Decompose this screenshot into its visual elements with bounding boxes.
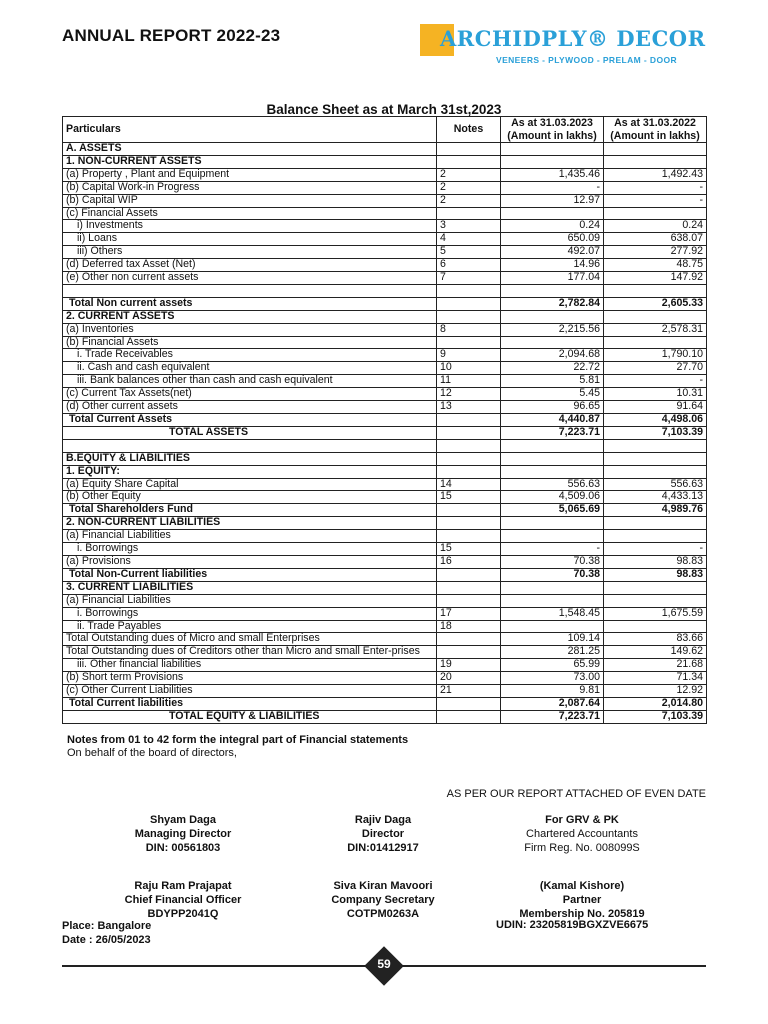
row-particulars: TOTAL ASSETS xyxy=(63,426,437,439)
row-value-2022: 638.07 xyxy=(604,233,707,246)
table-row xyxy=(63,633,707,646)
row-note: 19 xyxy=(437,659,501,672)
table-row xyxy=(63,465,707,478)
row-note xyxy=(437,568,501,581)
row-value-2023 xyxy=(501,517,604,530)
balance-sheet-table xyxy=(62,116,707,724)
table-row xyxy=(63,620,707,633)
row-particulars: 1. NON-CURRENT ASSETS xyxy=(63,155,437,168)
col-py-line2: (Amount in lakhs) xyxy=(610,129,700,142)
table-row xyxy=(63,672,707,685)
row-value-2023 xyxy=(501,143,604,156)
row-particulars: i) Investments xyxy=(63,220,437,233)
table-row xyxy=(63,181,707,194)
row-particulars: ii) Loans xyxy=(63,233,437,246)
row-note xyxy=(437,207,501,220)
row-value-2023: - xyxy=(501,181,604,194)
row-value-2022 xyxy=(604,620,707,633)
table-row xyxy=(63,207,707,220)
row-particulars: (d) Deferred tax Asset (Net) xyxy=(63,259,437,272)
table-row xyxy=(63,284,707,297)
row-value-2022: 4,989.76 xyxy=(604,504,707,517)
row-value-2022 xyxy=(604,517,707,530)
row-particulars: iii) Others xyxy=(63,246,437,259)
row-value-2023: 22.72 xyxy=(501,362,604,375)
table-row xyxy=(63,336,707,349)
row-value-2022: 2,578.31 xyxy=(604,323,707,336)
row-particulars: (a) Financial Liabilities xyxy=(63,530,437,543)
row-particulars: (a) Equity Share Capital xyxy=(63,478,437,491)
signatory-company-secretary xyxy=(310,879,456,921)
row-note: 15 xyxy=(437,491,501,504)
row-particulars: i. Borrowings xyxy=(63,543,437,556)
row-value-2022: - xyxy=(604,375,707,388)
row-note: 5 xyxy=(437,246,501,259)
row-note xyxy=(437,710,501,723)
col-previous-year xyxy=(604,117,707,143)
row-note xyxy=(437,426,501,439)
row-value-2022: 2,605.33 xyxy=(604,297,707,310)
row-note xyxy=(437,594,501,607)
row-note xyxy=(437,414,501,427)
signatory-name: For GRV & PK xyxy=(545,814,619,826)
row-particulars: (a) Property , Plant and Equipment xyxy=(63,168,437,181)
table-row xyxy=(63,710,707,723)
table-row xyxy=(63,388,707,401)
row-value-2022: - xyxy=(604,543,707,556)
table-row xyxy=(63,310,707,323)
signatory-id: Membership No. 205819 xyxy=(519,908,645,920)
row-particulars: (c) Financial Assets xyxy=(63,207,437,220)
row-particulars: (b) Capital WIP xyxy=(63,194,437,207)
row-value-2023: 2,215.56 xyxy=(501,323,604,336)
row-value-2023: 73.00 xyxy=(501,672,604,685)
table-row xyxy=(63,168,707,181)
row-note: 6 xyxy=(437,259,501,272)
signatory-title: Partner xyxy=(562,894,602,906)
row-value-2023: 4,440.87 xyxy=(501,414,604,427)
row-value-2022: 1,492.43 xyxy=(604,168,707,181)
row-value-2023: 1,435.46 xyxy=(501,168,604,181)
row-value-2023 xyxy=(501,581,604,594)
signatory-director xyxy=(310,813,456,855)
table-row xyxy=(63,233,707,246)
row-value-2022: - xyxy=(604,181,707,194)
row-value-2022 xyxy=(604,143,707,156)
row-note: 12 xyxy=(437,388,501,401)
row-note: 15 xyxy=(437,543,501,556)
table-row xyxy=(63,259,707,272)
row-value-2022: 71.34 xyxy=(604,672,707,685)
row-note: 9 xyxy=(437,349,501,362)
row-note: 11 xyxy=(437,375,501,388)
row-value-2022: 0.24 xyxy=(604,220,707,233)
row-value-2023: 5.45 xyxy=(501,388,604,401)
row-value-2022: 83.66 xyxy=(604,633,707,646)
row-value-2023: 65.99 xyxy=(501,659,604,672)
row-value-2022: 4,433.13 xyxy=(604,491,707,504)
row-value-2022 xyxy=(604,530,707,543)
row-value-2022 xyxy=(604,452,707,465)
row-particulars: (e) Other non current assets xyxy=(63,272,437,285)
row-value-2023: 0.24 xyxy=(501,220,604,233)
table-header-row xyxy=(63,117,707,143)
row-value-2023: 2,087.64 xyxy=(501,697,604,710)
signatory-name: (Kamal Kishore) xyxy=(539,880,625,892)
row-value-2022 xyxy=(604,284,707,297)
row-value-2023: 12.97 xyxy=(501,194,604,207)
row-value-2023: 7,223.71 xyxy=(501,710,604,723)
row-value-2022: 7,103.39 xyxy=(604,710,707,723)
row-value-2023: 96.65 xyxy=(501,401,604,414)
table-row xyxy=(63,555,707,568)
signatory-id: DIN: 00561803 xyxy=(145,842,221,854)
logo-brand-text: ARCHIDPLY® DECOR xyxy=(440,26,706,51)
table-row xyxy=(63,349,707,362)
table-row xyxy=(63,659,707,672)
row-note: 2 xyxy=(437,194,501,207)
company-logo xyxy=(420,22,705,68)
table-row xyxy=(63,646,707,659)
row-note: 4 xyxy=(437,233,501,246)
table-row xyxy=(63,530,707,543)
row-value-2023 xyxy=(501,310,604,323)
row-value-2022: 7,103.39 xyxy=(604,426,707,439)
table-row xyxy=(63,543,707,556)
row-value-2023 xyxy=(501,207,604,220)
signatory-title: Director xyxy=(361,828,405,840)
row-value-2022 xyxy=(604,581,707,594)
table-row xyxy=(63,452,707,465)
table-row xyxy=(63,375,707,388)
row-note: 2 xyxy=(437,168,501,181)
behalf-statement: On behalf of the board of directors, xyxy=(67,747,237,759)
row-note xyxy=(437,439,501,452)
row-value-2023: 4,509.06 xyxy=(501,491,604,504)
row-value-2022 xyxy=(604,155,707,168)
row-particulars: (d) Other current assets xyxy=(63,401,437,414)
auditor-report-statement: AS PER OUR REPORT ATTACHED OF EVEN DATE xyxy=(446,788,706,800)
row-note xyxy=(437,530,501,543)
signatory-id: COTPM0263A xyxy=(346,908,420,920)
signatory-title: Managing Director xyxy=(134,828,232,840)
table-row xyxy=(63,685,707,698)
col-py-line1: As at 31.03.2022 xyxy=(614,117,696,129)
table-row xyxy=(63,491,707,504)
row-value-2023: 14.96 xyxy=(501,259,604,272)
row-value-2023 xyxy=(501,620,604,633)
table-row xyxy=(63,478,707,491)
signatory-name: Siva Kiran Mavoori xyxy=(333,880,433,892)
signatory-title: Chartered Accountants xyxy=(526,828,638,840)
row-value-2022: 556.63 xyxy=(604,478,707,491)
row-particulars: iii. Other financial liabilities xyxy=(63,659,437,672)
row-value-2023: 1,548.45 xyxy=(501,607,604,620)
table-row xyxy=(63,272,707,285)
signatory-managing-director xyxy=(110,813,256,855)
row-note: 13 xyxy=(437,401,501,414)
row-particulars: (c) Other Current Liabilities xyxy=(63,685,437,698)
table-row xyxy=(63,568,707,581)
row-note xyxy=(437,697,501,710)
row-value-2022 xyxy=(604,207,707,220)
row-note xyxy=(437,297,501,310)
table-row xyxy=(63,426,707,439)
row-note: 8 xyxy=(437,323,501,336)
row-value-2022: 2,014.80 xyxy=(604,697,707,710)
row-particulars: (a) Provisions xyxy=(63,555,437,568)
row-value-2023 xyxy=(501,336,604,349)
row-value-2022: 91.64 xyxy=(604,401,707,414)
table-row xyxy=(63,362,707,375)
row-value-2022: 277.92 xyxy=(604,246,707,259)
row-note: 17 xyxy=(437,607,501,620)
row-note xyxy=(437,581,501,594)
row-particulars: Total Non-Current liabilities xyxy=(63,568,437,581)
signatory-cfo xyxy=(110,879,256,921)
signatory-title: Company Secretary xyxy=(331,894,435,906)
row-note: 14 xyxy=(437,478,501,491)
row-note xyxy=(437,452,501,465)
table-row xyxy=(63,504,707,517)
row-note: 10 xyxy=(437,362,501,375)
row-value-2022: 4,498.06 xyxy=(604,414,707,427)
row-particulars: 2. NON-CURRENT LIABILITIES xyxy=(63,517,437,530)
row-note: 2 xyxy=(437,181,501,194)
logo-tagline: VENEERS - PLYWOOD - PRELAM - DOOR xyxy=(496,55,678,65)
row-particulars: Total Current liabilities xyxy=(63,697,437,710)
row-particulars: 3. CURRENT LIABILITIES xyxy=(63,581,437,594)
row-particulars: (b) Short term Provisions xyxy=(63,672,437,685)
row-particulars: 1. EQUITY: xyxy=(63,465,437,478)
row-value-2023 xyxy=(501,594,604,607)
row-particulars: TOTAL EQUITY & LIABILITIES xyxy=(63,710,437,723)
row-value-2022: 1,675.59 xyxy=(604,607,707,620)
row-value-2023: 2,094.68 xyxy=(501,349,604,362)
udin-text: UDIN: 23205819BGXZVE6675 xyxy=(496,919,649,931)
row-value-2022: 27.70 xyxy=(604,362,707,375)
table-row xyxy=(63,220,707,233)
signatory-name: Rajiv Daga xyxy=(354,814,412,826)
row-note xyxy=(437,646,501,659)
report-title: ANNUAL REPORT 2022-23 xyxy=(62,26,281,45)
row-value-2023: - xyxy=(501,543,604,556)
signatory-name: Shyam Daga xyxy=(149,814,217,826)
table-row xyxy=(63,155,707,168)
row-value-2023 xyxy=(501,465,604,478)
row-value-2022: 147.92 xyxy=(604,272,707,285)
row-particulars: Total Outstanding dues of Creditors other than Micro and small Enter-prises xyxy=(63,646,437,659)
row-value-2023: 70.38 xyxy=(501,568,604,581)
table-row xyxy=(63,143,707,156)
row-particulars: i. Borrowings xyxy=(63,607,437,620)
row-particulars: B.EQUITY & LIABILITIES xyxy=(63,452,437,465)
row-value-2023 xyxy=(501,155,604,168)
signatory-id: BDYPP2041Q xyxy=(147,908,219,920)
row-value-2022: 1,790.10 xyxy=(604,349,707,362)
place-text: Place: Bangalore xyxy=(62,920,152,932)
signatory-id: DIN:01412917 xyxy=(347,842,419,854)
table-row xyxy=(63,581,707,594)
row-note xyxy=(437,336,501,349)
row-note: 16 xyxy=(437,555,501,568)
table-row xyxy=(63,297,707,310)
row-value-2022: 98.83 xyxy=(604,555,707,568)
table-row xyxy=(63,323,707,336)
row-value-2023: 177.04 xyxy=(501,272,604,285)
row-note: 3 xyxy=(437,220,501,233)
row-value-2023 xyxy=(501,284,604,297)
row-particulars: (b) Other Equity xyxy=(63,491,437,504)
place-date-block xyxy=(62,919,151,947)
page-number: 59 xyxy=(377,957,391,971)
col-particulars: Particulars xyxy=(63,117,437,143)
row-value-2022: 10.31 xyxy=(604,388,707,401)
row-value-2023: 492.07 xyxy=(501,246,604,259)
row-note: 20 xyxy=(437,672,501,685)
row-value-2023: 7,223.71 xyxy=(501,426,604,439)
col-cy-line1: As at 31.03.2023 xyxy=(511,117,593,129)
row-particulars: (c) Current Tax Assets(net) xyxy=(63,388,437,401)
row-value-2023: 5.81 xyxy=(501,375,604,388)
row-particulars: Total Current Assets xyxy=(63,414,437,427)
row-value-2022: 48.75 xyxy=(604,259,707,272)
table-row xyxy=(63,401,707,414)
table-row xyxy=(63,517,707,530)
row-particulars: Total Non current assets xyxy=(63,297,437,310)
row-value-2023 xyxy=(501,452,604,465)
row-particulars xyxy=(63,439,437,452)
row-value-2023: 2,782.84 xyxy=(501,297,604,310)
row-value-2023 xyxy=(501,530,604,543)
notes-statement: Notes from 01 to 42 form the integral part of Financial statements xyxy=(67,734,409,746)
signatory-auditor-firm xyxy=(500,813,664,855)
row-note xyxy=(437,143,501,156)
signatory-title: Chief Financial Officer xyxy=(124,894,242,906)
row-value-2022 xyxy=(604,594,707,607)
row-particulars: i. Trade Receivables xyxy=(63,349,437,362)
row-value-2022: 149.62 xyxy=(604,646,707,659)
row-particulars: Total Outstanding dues of Micro and small Enterprises xyxy=(63,633,437,646)
row-value-2022: 21.68 xyxy=(604,659,707,672)
row-value-2023 xyxy=(501,439,604,452)
row-note xyxy=(437,284,501,297)
row-note xyxy=(437,633,501,646)
row-note xyxy=(437,465,501,478)
row-particulars: Total Shareholders Fund xyxy=(63,504,437,517)
row-note xyxy=(437,504,501,517)
row-particulars: A. ASSETS xyxy=(63,143,437,156)
table-row xyxy=(63,414,707,427)
row-value-2023: 109.14 xyxy=(501,633,604,646)
row-note xyxy=(437,517,501,530)
table-row xyxy=(63,439,707,452)
row-particulars: (b) Capital Work-in Progress xyxy=(63,181,437,194)
row-value-2022 xyxy=(604,336,707,349)
row-particulars: ii. Trade Payables xyxy=(63,620,437,633)
signatory-id: Firm Reg. No. 008099S xyxy=(524,842,640,854)
table-row xyxy=(63,246,707,259)
col-cy-line2: (Amount in lakhs) xyxy=(507,129,597,142)
row-particulars: (a) Inventories xyxy=(63,323,437,336)
signatory-partner xyxy=(500,879,664,921)
row-value-2022 xyxy=(604,310,707,323)
row-value-2023: 281.25 xyxy=(501,646,604,659)
col-current-year xyxy=(501,117,604,143)
row-note: 18 xyxy=(437,620,501,633)
col-notes: Notes xyxy=(437,117,501,143)
row-value-2023: 650.09 xyxy=(501,233,604,246)
date-text: Date : 26/05/2023 xyxy=(62,934,151,946)
signatory-name: Raju Ram Prajapat xyxy=(134,880,232,892)
row-value-2022 xyxy=(604,439,707,452)
row-note xyxy=(437,310,501,323)
row-value-2022: 98.83 xyxy=(604,568,707,581)
row-value-2022: - xyxy=(604,194,707,207)
row-value-2023: 9.81 xyxy=(501,685,604,698)
row-value-2023: 70.38 xyxy=(501,555,604,568)
row-note: 7 xyxy=(437,272,501,285)
table-row xyxy=(63,594,707,607)
row-value-2023: 5,065.69 xyxy=(501,504,604,517)
balance-sheet-title: Balance Sheet as at March 31st,2023 xyxy=(266,102,502,117)
table-row xyxy=(63,697,707,710)
row-note: 21 xyxy=(437,685,501,698)
row-value-2022: 12.92 xyxy=(604,685,707,698)
row-value-2022 xyxy=(604,465,707,478)
row-particulars xyxy=(63,284,437,297)
table-row xyxy=(63,607,707,620)
row-note xyxy=(437,155,501,168)
table-row xyxy=(63,194,707,207)
row-particulars: ii. Cash and cash equivalent xyxy=(63,362,437,375)
row-particulars: 2. CURRENT ASSETS xyxy=(63,310,437,323)
row-particulars: (b) Financial Assets xyxy=(63,336,437,349)
row-particulars: (a) Financial Liabilities xyxy=(63,594,437,607)
row-value-2023: 556.63 xyxy=(501,478,604,491)
row-particulars: iii. Bank balances other than cash and cash equivalent xyxy=(63,375,437,388)
